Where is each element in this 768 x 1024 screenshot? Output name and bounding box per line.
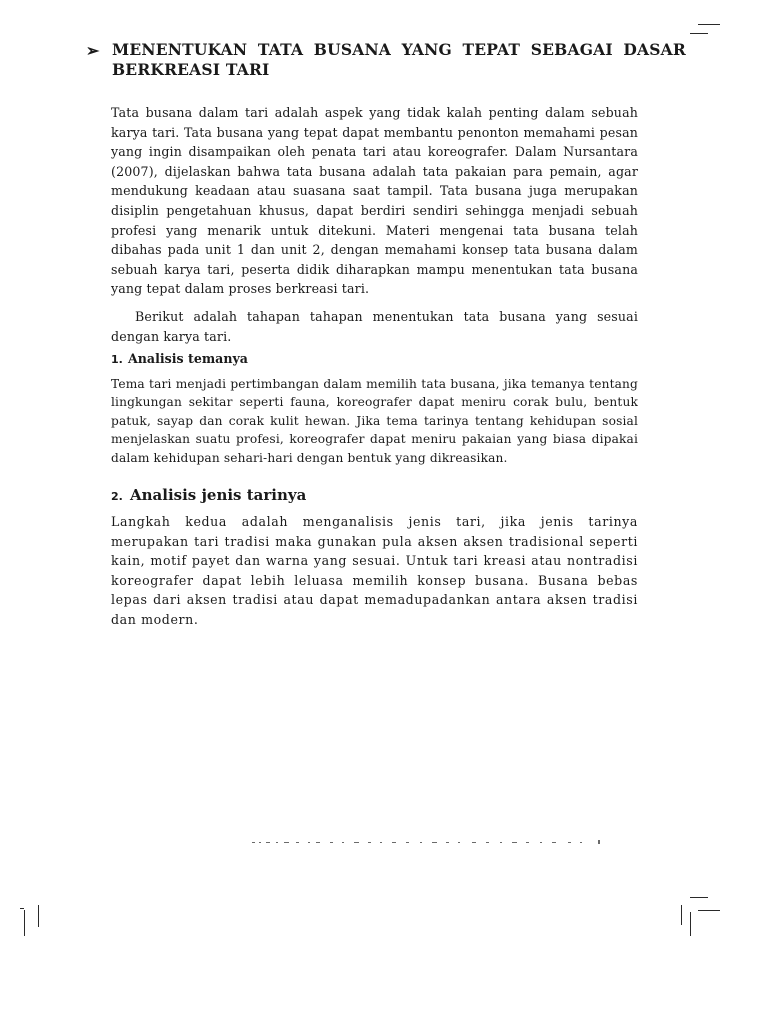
intro-paragraph: Tata busana dalam tari adalah aspek yang tidak kalah penting dalam sebuah karya tari. Tata busana yang tepat dapat membantu penonton memahami pesan yang ingin disampaikan oleh penata tari atau koreografer. Dalam Nursantara (2007), dijelaskan bahwa tata busana adalah tata pakaian para pemain, agar mendukung keadaan atau suasana saat tampil. Tata busana juga merupakan disiplin pengetahuan khusus, dapat berdiri sendiri sehingga menjadi sebuah profesi yang menarik untuk ditekuni. Materi mengenai tata busana telah dibahas pada unit 1 dan unit 2, dengan memahami konsep tata busana dalam sebuah karya tari, peserta didik diharapkan mampu menentukan tata busana yang tepat dalam proses berkreasi tari. <box>111 105 638 297</box>
arrow-bullet-icon: ➢ <box>86 41 100 60</box>
footer-scan-residue <box>250 840 610 846</box>
crop-mark <box>698 910 720 911</box>
section-1-text: Tema tari menjadi pertimbangan dalam memilih tata busana, jika temanya tentang lingkungan sekitar seperti fauna, koreografer dapat meniru corak bulu, bentuk patuk, sayap dan corak kulit hewan. Jika tema tarinya tentang kehidupan sosial menjelaskan suatu profesi, koreografer dapat meniru pakaian yang biasa dipakai dalam kehidupan sehari-hari dengan bentuk yang dikreasikan. <box>111 377 638 465</box>
section-1-heading <box>111 350 638 369</box>
crop-mark <box>690 897 708 898</box>
section-2-body <box>111 512 638 630</box>
crop-mark <box>690 33 708 34</box>
section-1-title: Analisis temanya <box>128 351 248 366</box>
steps-intro-block <box>111 307 638 346</box>
section-1-body <box>111 375 638 467</box>
section-2-title: Analisis jenis tarinya <box>130 486 307 504</box>
section-2-text: Langkah kedua adalah menganalisis jenis tari, jika jenis tarinya merupakan tari tradisi maka gunakan pula aksen aksen tradisional seperti kain, motif payet dan warna yang sesuai. Untuk tari kreasi atau nontradisi koreografer dapat lebih leluasa memilih konsep busana. Busana bebas lepas dari aksen tradisi atau dapat memadupadankan antara aksen tradisi dan modern. <box>111 514 638 627</box>
scan-residue-graphic <box>250 840 610 846</box>
section-2 <box>111 485 638 507</box>
crop-mark <box>681 905 682 925</box>
crop-mark <box>20 908 24 909</box>
section-2-number: 2. <box>111 490 123 503</box>
steps-intro-paragraph: Berikut adalah tahapan tahapan menentukan tata busana yang sesuai dengan karya tari. <box>111 309 638 344</box>
heading-title: MENENTUKAN TATA BUSANA YANG TEPAT SEBAGAI DASAR BERKREASI TARI <box>112 40 686 79</box>
crop-mark <box>698 24 720 25</box>
section-heading <box>86 40 686 80</box>
section-1 <box>111 350 638 369</box>
intro-block <box>111 103 638 299</box>
crop-mark <box>690 912 691 936</box>
section-1-number: 1. <box>111 353 123 366</box>
section-2-heading <box>111 485 638 507</box>
crop-mark <box>24 910 25 936</box>
crop-mark <box>38 905 39 927</box>
